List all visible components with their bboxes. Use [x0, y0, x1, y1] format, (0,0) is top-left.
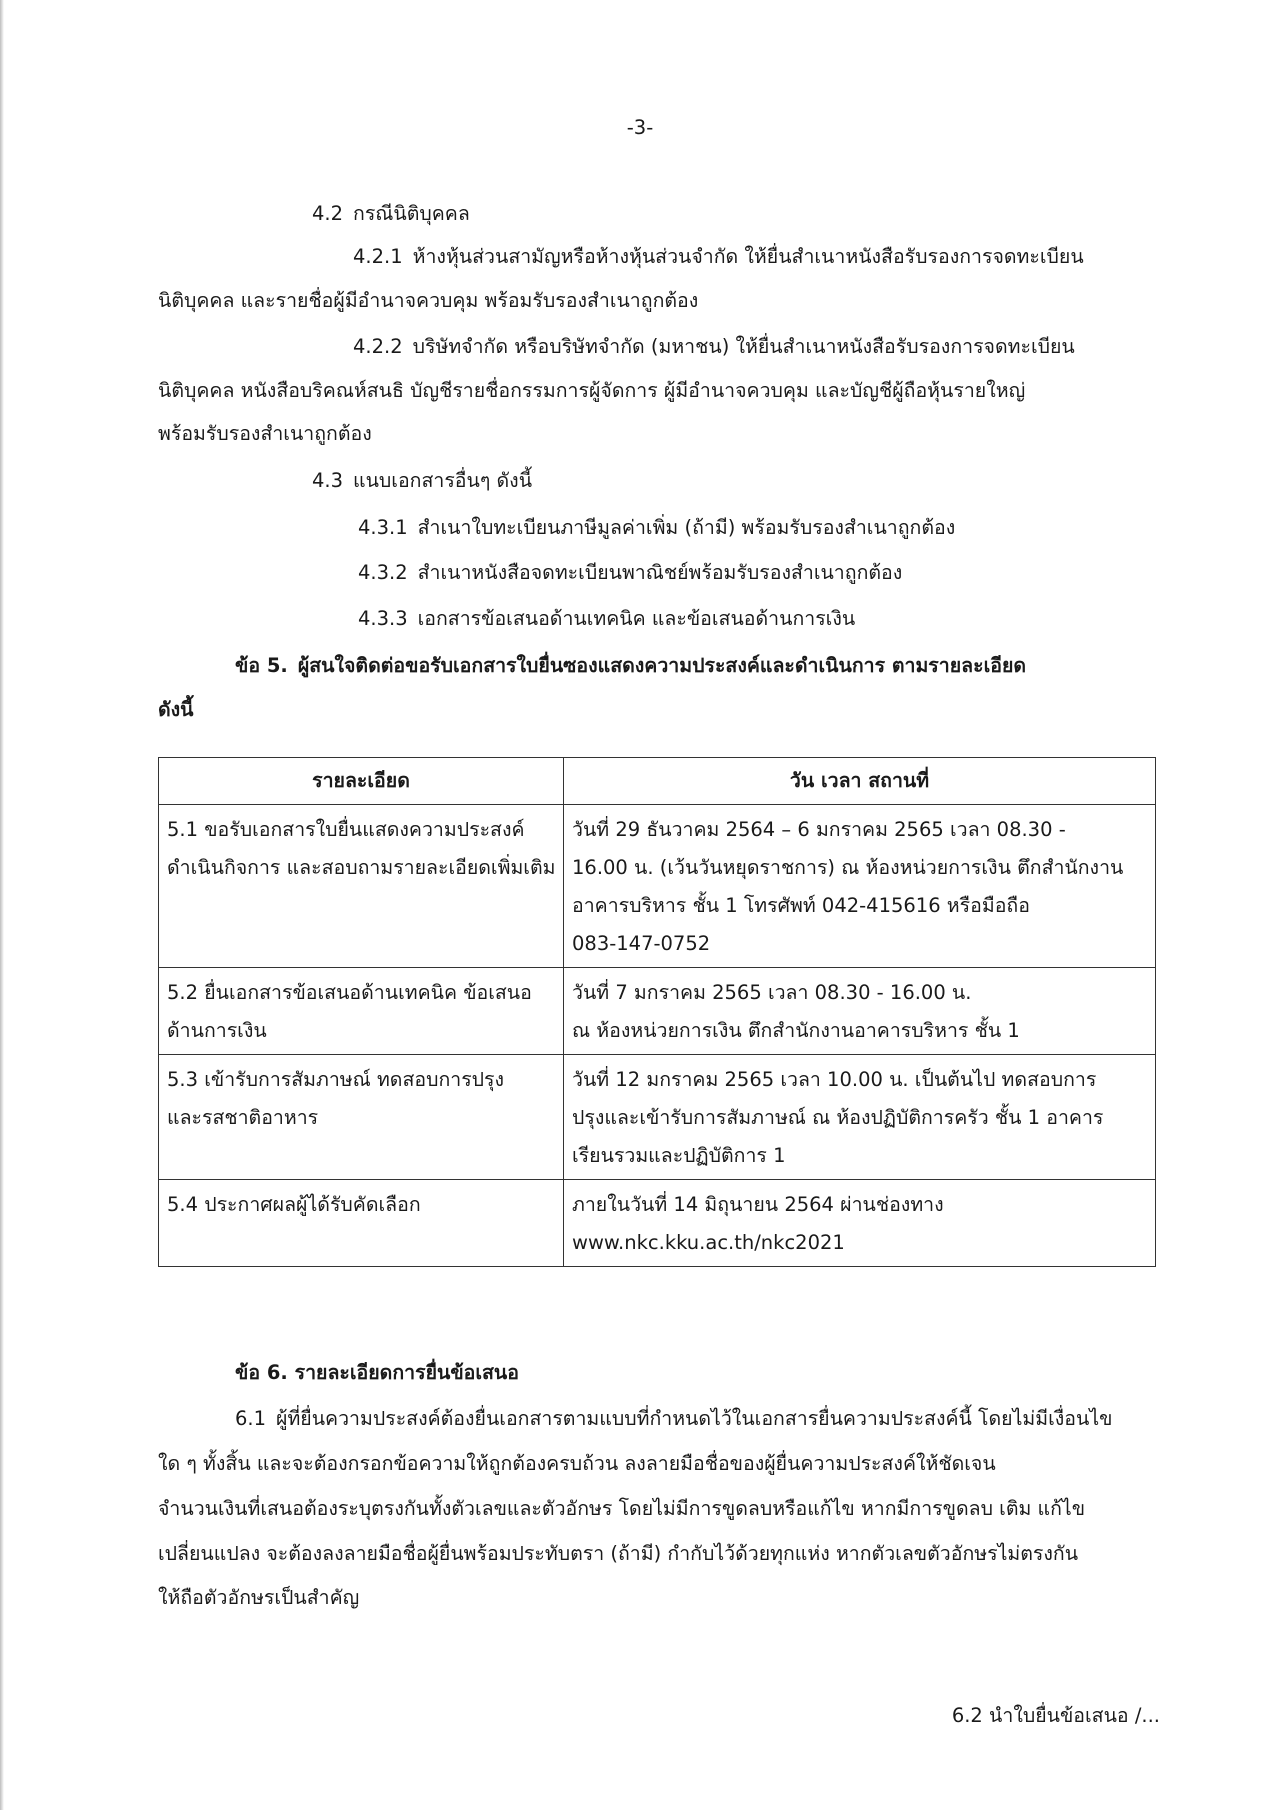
clause-heading: ข้อ 5.	[235, 654, 288, 677]
section-6-1-line2: ใด ๆ ทั้งสิ้น และจะต้องกรอกข้อความให้ถูกต้องครบถ้วน ลงลายมือชื่อของผู้ยื่นความประสงค์ให้ชัดเจน	[158, 1452, 996, 1475]
section-4-2-2-line1	[353, 331, 1075, 362]
section-number: 4.2.2	[353, 335, 403, 358]
section-4-2-2-line2: นิติบุคคล หนังสือบริคณห์สนธิ บัญชีรายชื่อกรรมการผู้จัดการ ผู้มีอำนาจควบคุม และบัญชีผู้ถือหุ้นรายใหญ่	[158, 379, 1026, 402]
page-number: -3-	[626, 116, 654, 139]
detail-cell	[159, 1180, 564, 1267]
schedule-cell	[564, 968, 1156, 1055]
section-number: 4.3.1	[358, 516, 408, 539]
section-6-1-line1	[235, 1403, 1113, 1434]
continuation-footer: 6.2 นำใบยื่นข้อเสนอ /...	[951, 1704, 1160, 1727]
cell-text: 16.00 น. (เว้นวันหยุดราชการ) ณ ห้องหน่วยการเงิน ตึกสำนักงาน	[572, 856, 1124, 879]
section-number: 4.3.3	[358, 607, 408, 630]
table-row	[159, 1055, 1156, 1180]
schedule-cell	[564, 1180, 1156, 1267]
section-5-line2: ดังนี้	[158, 698, 194, 721]
section-text: สำเนาหนังสือจดทะเบียนพาณิชย์พร้อมรับรองสำเนาถูกต้อง	[417, 561, 903, 584]
section-4-2	[312, 198, 470, 229]
schedule-cell	[564, 805, 1156, 968]
cell-text: และรสชาติอาหาร	[167, 1106, 319, 1129]
cell-text: ณ ห้องหน่วยการเงิน ตึกสำนักงานอาคารบริหาร ชั้น 1	[572, 1019, 1020, 1042]
section-6-1-line4: เปลี่ยนแปลง จะต้องลงลายมือชื่อผู้ยื่นพร้อมประทับตรา (ถ้ามี) กำกับไว้ด้วยทุกแห่ง หากตัวเลขตัวอักษรไม่ตรงกัน	[158, 1542, 1079, 1565]
cell-text: 083-147-0752	[572, 932, 711, 955]
section-text: เอกสารข้อเสนอด้านเทคนิค และข้อเสนอด้านการเงิน	[417, 607, 856, 630]
section-number: 4.2.1	[353, 245, 403, 268]
clause-text: ผู้สนใจติดต่อขอรับเอกสารใบยื่นซองแสดงความประสงค์และดำเนินการ ตามรายละเอียด	[297, 654, 1027, 677]
cell-text: ปรุงและเข้ารับการสัมภาษณ์ ณ ห้องปฏิบัติการครัว ชั้น 1 อาคาร	[572, 1106, 1104, 1129]
cell-text: ภายในวันที่ 14 มิถุนายน 2564 ผ่านช่องทาง	[572, 1193, 944, 1216]
section-5-line1	[235, 650, 1026, 681]
section-6-heading: ข้อ 6. รายละเอียดการยื่นข้อเสนอ	[235, 1361, 519, 1384]
header-date-time-place: วัน เวลา สถานที่	[564, 758, 1156, 805]
section-4-3-3	[358, 603, 855, 634]
section-number: 4.2	[312, 202, 344, 225]
table-header-row	[159, 758, 1156, 805]
section-text: ห้างหุ้นส่วนสามัญหรือห้างหุ้นส่วนจำกัด ให้ยื่นสำเนาหนังสือรับรองการจดทะเบียน	[412, 245, 1084, 268]
header-detail: รายละเอียด	[159, 758, 564, 805]
section-text: สำเนาใบทะเบียนภาษีมูลค่าเพิ่ม (ถ้ามี) พร้อมรับรองสำเนาถูกต้อง	[417, 516, 956, 539]
cell-text: อาคารบริหาร ชั้น 1 โทรศัพท์ 042-415616 หรือมือถือ	[572, 894, 1030, 917]
section-4-3-2	[358, 557, 902, 588]
cell-text: วันที่ 12 มกราคม 2565 เวลา 10.00 น. เป็นต้นไป ทดสอบการ	[572, 1068, 1097, 1091]
section-4-3-1	[358, 512, 955, 543]
table-row	[159, 1180, 1156, 1267]
cell-text: วันที่ 7 มกราคม 2565 เวลา 08.30 - 16.00 น.	[572, 981, 972, 1004]
detail-cell	[159, 805, 564, 968]
schedule-cell	[564, 1055, 1156, 1180]
section-number: 4.3	[312, 469, 344, 492]
cell-text: ด้านการเงิน	[167, 1019, 267, 1042]
section-text: แนบเอกสารอื่นๆ ดังนี้	[353, 469, 533, 492]
cell-text: 5.1 ขอรับเอกสารใบยื่นแสดงความประสงค์	[167, 818, 525, 841]
section-text: กรณีนิติบุคคล	[353, 202, 470, 225]
cell-text: เรียนรวมและปฏิบัติการ 1	[572, 1144, 786, 1167]
table-row	[159, 805, 1156, 968]
section-4-2-1-line2: นิติบุคคล และรายชื่อผู้มีอำนาจควบคุม พร้อมรับรองสำเนาถูกต้อง	[158, 289, 699, 312]
cell-text: www.nkc.kku.ac.th/nkc2021	[572, 1231, 845, 1254]
section-number: 4.3.2	[358, 561, 408, 584]
cell-text: 5.2 ยื่นเอกสารข้อเสนอด้านเทคนิค ข้อเสนอ	[167, 981, 532, 1004]
cell-text: วันที่ 29 ธันวาคม 2564 – 6 มกราคม 2565 เวลา 08.30 -	[572, 818, 1066, 841]
scan-edge	[0, 0, 4, 1810]
detail-cell	[159, 968, 564, 1055]
section-4-2-2-line3: พร้อมรับรองสำเนาถูกต้อง	[158, 422, 372, 445]
section-6-1-line5: ให้ถือตัวอักษรเป็นสำคัญ	[158, 1586, 360, 1609]
detail-cell	[159, 1055, 564, 1180]
table-row	[159, 968, 1156, 1055]
section-4-3	[312, 465, 532, 496]
section-number: 6.1	[235, 1407, 267, 1430]
section-6-1-line3: จำนวนเงินที่เสนอต้องระบุตรงกันทั้งตัวเลขและตัวอักษร โดยไม่มีการขูดลบหรือแก้ไข หากมีการขูดลบ เติม แก้ไข	[158, 1497, 1086, 1520]
section-text: ผู้ที่ยื่นความประสงค์ต้องยื่นเอกสารตามแบบที่กำหนดไว้ในเอกสารยื่นความประสงค์นี้ โดยไม่มีเงื่อนไข	[276, 1407, 1113, 1430]
cell-text: ดำเนินกิจการ และสอบถามรายละเอียดเพิ่มเติม	[167, 856, 556, 879]
cell-text: 5.4 ประกาศผลผู้ได้รับคัดเลือก	[167, 1193, 421, 1216]
section-4-2-1-line1	[353, 241, 1084, 272]
section-text: บริษัทจำกัด หรือบริษัทจำกัด (มหาชน) ให้ยื่นสำเนาหนังสือรับรองการจดทะเบียน	[412, 335, 1075, 358]
schedule-table	[158, 757, 1156, 1267]
cell-text: 5.3 เข้ารับการสัมภาษณ์ ทดสอบการปรุง	[167, 1068, 505, 1091]
